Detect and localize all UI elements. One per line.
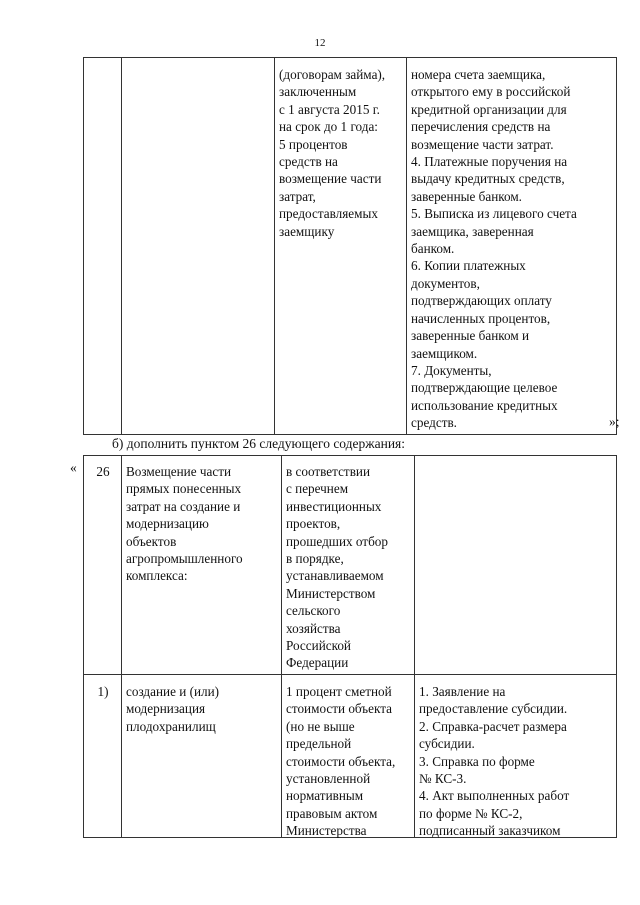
row26-rate: в соответствии с перечнем инвестиционных проектов, прошедших отбор в порядке, устанавливаемом Министерством сельского хозяйства Российской Федерации bbox=[286, 464, 388, 671]
page-number: 12 bbox=[314, 37, 326, 49]
table1-docs-cell: номера счета заемщика, открытого ему в российской кредитной организации для перечисления средств на возмещение части затрат. 4. Платежные поручения на выдачу кредитных средств, заверенные банком. 5. Выписка из лицевого счета заемщика, заверенная банком. 6. Копии платежных документов, подтверждающих оплату начисленных процентов, заверенные банком и заемщиком. 7. Документы, подтверждающие целевое использование кредитных средств. bbox=[411, 67, 577, 431]
row26-1-docs: 1. Заявление на предоставление субсидии. 2. Справка-расчет размера субсидии. 3. Справка по форме № КС-3. 4. Акт выполненных работ по форме № КС-2, подписанный заказчиком bbox=[419, 684, 570, 839]
opening-quote: « bbox=[70, 460, 77, 475]
amendment-text: б) дополнить пунктом 26 следующего содержания: bbox=[112, 436, 406, 451]
closing-quote: »; bbox=[609, 414, 620, 429]
row26-1-number: 1) bbox=[97, 684, 109, 699]
row26-name: Возмещение части прямых понесенных затрат на создание и модернизацию объектов агропромышленного комплекса: bbox=[126, 464, 243, 584]
row26-number: 26 bbox=[96, 464, 110, 479]
row26-1-name: создание и (или) модернизация плодохранилищ bbox=[126, 684, 220, 734]
table1-rate-cell: (договорам займа), заключенным с 1 августа 2015 г. на срок до 1 года: 5 процентов средств на возмещение части затрат, предоставляемых заемщику bbox=[279, 67, 386, 239]
row26-1-rate: 1 процент сметной стоимости объекта (но не выше предельной стоимости объекта, установленной нормативным правовым актом Министерства bbox=[286, 684, 396, 839]
